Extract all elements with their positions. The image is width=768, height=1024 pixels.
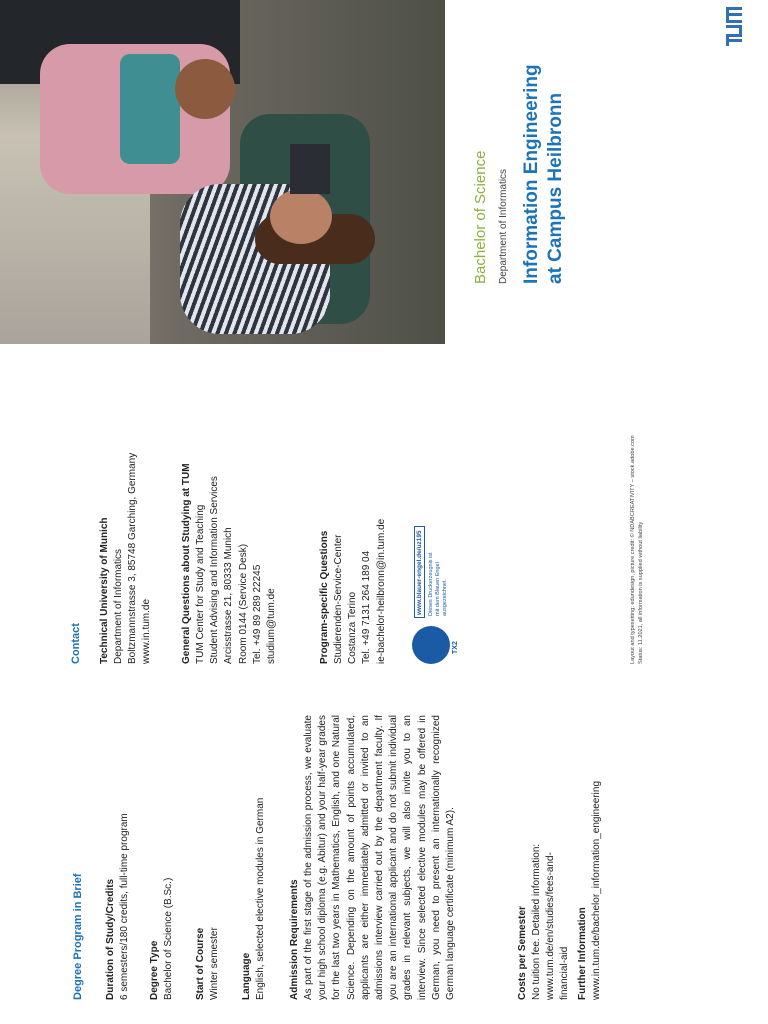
general-line: Tel. +49 89 289 22245 — [251, 564, 263, 664]
tum-line[interactable]: www.in.tum.de — [141, 598, 153, 664]
general-line: Arcisstrasse 21, 80333 Munich — [223, 527, 235, 664]
eco-url[interactable]: www.blauer-engel.de/uz195 — [414, 526, 425, 618]
language-label: Language — [241, 952, 252, 1000]
costs-label: Costs per Semester — [517, 906, 528, 1000]
degree-subtitle: Bachelor of Science — [472, 150, 489, 284]
admission-text: As part of the first stage of the admission process, we evaluate your high school diploma (e.g. Abitur) and your half-year grades for the last two years in Mathematics, English, and one Natural Science. Depending on the amount of points accumulated, applicants are either immediately admitted or invited to an admissions interview carried out by the department faculty. If you are an international applicant and do not submit individual grades in relevant subjects, we will also invite you to an interview. Since selected elective modules may be offered in German, you need to present an internationally recognized German language certificate (minimum A2). — [303, 715, 457, 1000]
general-line: Room 0144 (Service Desk) — [237, 543, 249, 664]
duration-label: Duration of Study/Credits — [105, 878, 116, 1000]
cover-panel — [0, 0, 768, 344]
degree-type-block — [148, 700, 176, 1000]
contact-heading: Contact — [70, 623, 82, 664]
start-label: Start of Course — [195, 927, 206, 1000]
admission-block — [288, 700, 458, 1000]
program-line: Studierenden-Service-Center — [333, 534, 344, 664]
duration-block — [104, 700, 132, 1000]
further-text[interactable]: www.in.tum.de/bachelor_information_engineering — [591, 780, 602, 1000]
further-block — [576, 700, 604, 1000]
blue-angel-icon — [412, 626, 450, 664]
program-label: Program-specific Questions — [319, 530, 330, 664]
tum-line: Boltzmannstrasse 3, 85748 Garching, Germany — [127, 452, 139, 664]
language-text: English, selected elective modules in German — [255, 797, 266, 1000]
costs-text: No tuition fee. Detailed information: www.tum.de/en/studies/fees-and-financial-aid — [531, 843, 571, 1000]
language-block — [240, 700, 268, 1000]
general-line[interactable]: studium@tum.de — [266, 588, 278, 664]
title-line: Information Engineering — [521, 64, 542, 284]
degree-heading: Degree Program in Brief — [72, 873, 84, 1000]
general-line: TUM Center for Study and Teaching — [195, 504, 206, 664]
general-line: Student Advising and Information Services — [209, 476, 221, 664]
program-line: Costanza Terino — [347, 591, 359, 664]
contact-panel — [0, 344, 768, 684]
general-label: General Questions about Studying at TUM — [181, 463, 192, 664]
general-contact-block — [180, 364, 279, 664]
footer-line: Layout and typesetting: edundesign, picture credit: © NDABCREATIVITY – stock.adobe.com — [630, 435, 636, 664]
duration-text: 6 semesters/180 credits, full-time program — [119, 813, 130, 1000]
program-title — [520, 14, 568, 284]
program-contact-block — [318, 364, 389, 664]
footer-credits — [630, 344, 645, 664]
tum-logo — [726, 6, 752, 46]
title-line: at Campus Heilbronn — [545, 92, 566, 284]
tum-line: Department of Informatics — [113, 548, 124, 664]
further-label: Further Information — [577, 907, 588, 1000]
program-line[interactable]: ie-bachelor-heilbronn@in.tum.de — [375, 518, 387, 664]
department-name: Department of Informatics — [498, 168, 509, 284]
blue-angel-label — [412, 530, 466, 664]
degree-type-text: Bachelor of Science (B.Sc.) — [163, 877, 174, 1000]
footer-line: Status: 11.2021, all information is supplied without liability — [637, 521, 644, 664]
degree-panel — [0, 684, 768, 1024]
costs-block — [516, 700, 573, 1000]
tum-contact-block — [98, 364, 155, 664]
start-text: Winter semester — [209, 927, 220, 1000]
eco-code: TX2 — [452, 641, 459, 654]
tum-label: Technical University of Munich — [99, 517, 110, 664]
degree-type-label: Degree Type — [149, 940, 160, 1000]
program-line: Tel. +49 7131 264 189 04 — [361, 550, 373, 664]
admission-label: Admission Requirements — [289, 879, 300, 1000]
cover-photo — [0, 0, 445, 344]
eco-note: Dieses Druckerzeugnis ist mit dem Blauen Engel ausgezeichnet. — [428, 552, 448, 616]
start-block — [194, 700, 222, 1000]
